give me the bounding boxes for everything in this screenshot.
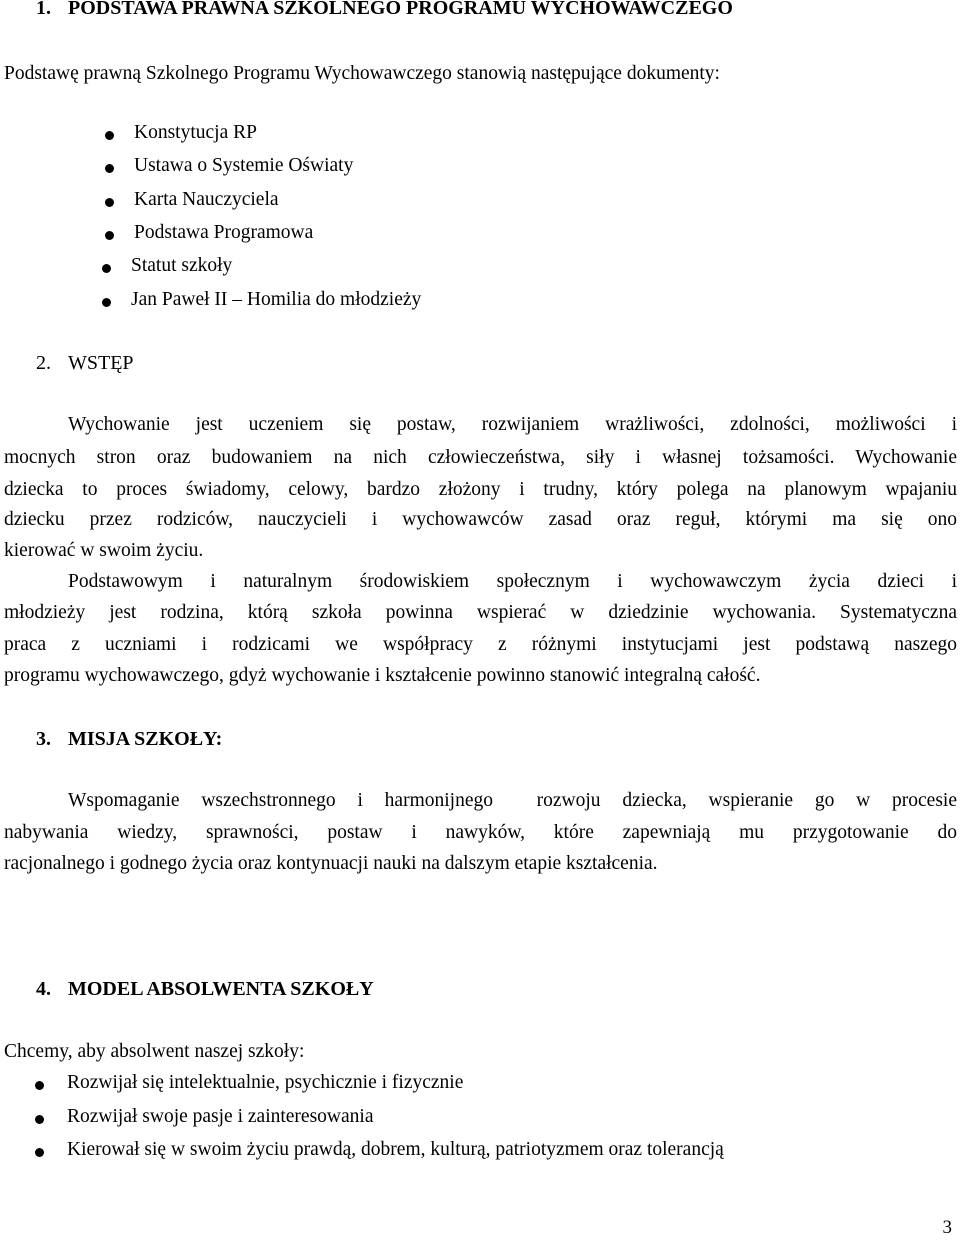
section-4-heading (36, 978, 374, 1001)
section-3-number: 3. (36, 728, 51, 750)
section-4-number: 4. (36, 978, 51, 1000)
section-2-heading (36, 352, 134, 375)
list-item: Podstawa Programowa (134, 222, 314, 243)
list-item: Ustawa o Systemie Oświaty (134, 155, 354, 176)
section-3-heading (36, 728, 222, 751)
bullet-icon (105, 164, 114, 173)
paragraph-line: nabywania wiedzy, sprawności, postaw i nawyków, które zapewniają mu przygotowanie do (4, 822, 957, 843)
paragraph-line: młodzieży jest rodzina, którą szkoła powinna wspierać w dziedzinie wychowania. Systematyczna (4, 602, 957, 623)
section-2-title: WSTĘP (68, 352, 134, 374)
section-1-title: PODSTAWA PRAWNA SZKOLNEGO PROGRAMU WYCHOWAWCZEGO (68, 0, 733, 19)
paragraph-line: Wspomaganie wszechstronnego i harmonijnego rozwoju dziecka, wspieranie go w procesie (68, 790, 957, 811)
list-item: Rozwijał się intelektualnie, psychicznie i fizycznie (67, 1072, 464, 1093)
paragraph-line: praca z uczniami i rodzicami we współpracy z różnymi instytucjami jest podstawą naszego (4, 634, 957, 655)
paragraph-line: racjonalnego i godnego życia oraz kontynuacji nauki na dalszym etapie kształcenia. (4, 853, 658, 874)
paragraph-line: dziecka to proces świadomy, celowy, bardzo złożony i trudny, który polega na planowym wpajaniu (4, 479, 957, 500)
paragraph-line: Podstawowym i naturalnym środowiskiem społecznym i wychowawczym życia dzieci i (68, 571, 957, 592)
list-item: Karta Nauczyciela (134, 189, 279, 210)
list-item: Statut szkoły (131, 255, 233, 276)
bullet-icon (35, 1081, 44, 1090)
paragraph-line: mocnych stron oraz budowaniem na nich człowieczeństwa, siły i własnej tożsamości. Wychowanie (4, 447, 957, 468)
list-item: Rozwijał swoje pasje i zainteresowania (67, 1106, 374, 1127)
section-2-number: 2. (36, 352, 51, 374)
list-item: Kierował się w swoim życiu prawdą, dobrem, kulturą, patriotyzmem oraz tolerancją (67, 1139, 724, 1160)
paragraph-line: dziecku przez rodziców, nauczycieli i wychowawców zasad oraz reguł, którymi ma się ono (4, 509, 957, 530)
bullet-icon (105, 198, 114, 207)
list-item: Konstytucja RP (134, 122, 257, 143)
section-4-title: MODEL ABSOLWENTA SZKOŁY (68, 978, 374, 1000)
bullet-icon (35, 1115, 44, 1124)
section-1-number: 1. (36, 0, 51, 19)
section-1-intro: Podstawę prawną Szkolnego Programu Wychowawczego stanowią następujące dokumenty: (4, 63, 720, 84)
paragraph-line: kierować w swoim życiu. (4, 540, 204, 561)
bullet-icon (35, 1148, 44, 1157)
section-3-title: MISJA SZKOŁY: (68, 728, 223, 750)
section-4-intro: Chcemy, aby absolwent naszej szkoły: (4, 1041, 305, 1062)
section-1-heading (36, 0, 733, 20)
bullet-icon (102, 298, 111, 307)
bullet-icon (102, 264, 111, 273)
bullet-icon (105, 131, 114, 140)
page-number: 3 (942, 1217, 952, 1238)
paragraph-line: programu wychowawczego, gdyż wychowanie i kształcenie powinno stanowić integralną całość. (4, 665, 761, 686)
list-item: Jan Paweł II – Homilia do młodzieży (131, 289, 422, 310)
bullet-icon (105, 231, 114, 240)
paragraph-line: Wychowanie jest uczeniem się postaw, rozwijaniem wrażliwości, zdolności, możliwości i (68, 414, 957, 435)
